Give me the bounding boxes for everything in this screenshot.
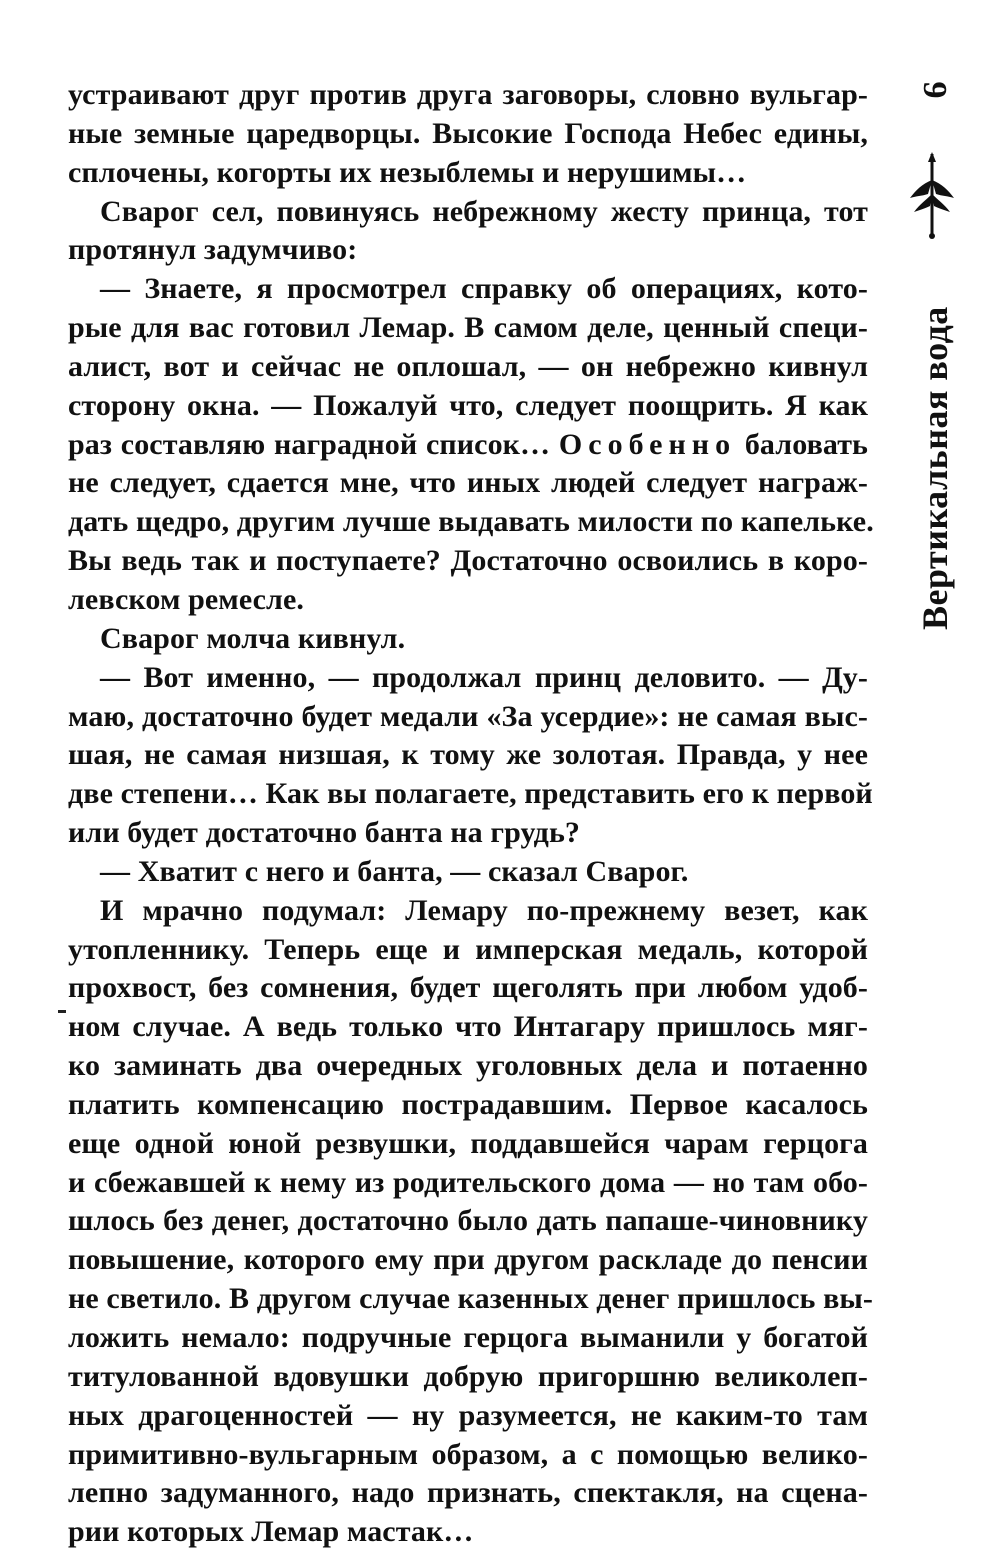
text-line: протянул задумчиво: <box>68 233 358 267</box>
text-line: титулованной вдовушки добрую пригоршню великолеп- <box>68 1359 868 1393</box>
text-line: сплочены, когорты их незыблемы и нерушимы… <box>68 155 747 189</box>
text-line: Сварог сел, повинуясь небрежному жесту принца, тот <box>100 194 868 228</box>
text-line: рые для вас готовил Лемар. В самом деле, ценный специ- <box>68 311 868 345</box>
text-line: ложить немало: подручные герцога выманили у богатой <box>68 1321 868 1354</box>
text-line: алист, вот и сейчас не оплошал, — он небрежно кивнул <box>68 349 868 383</box>
text-segment: раз составляю наградной список… <box>68 427 559 461</box>
text-line <box>68 426 868 465</box>
text-line: сторону окна. — Пожалуй что, следует поощрить. Я как <box>68 388 868 422</box>
text-segment: баловать <box>736 427 868 461</box>
ornament-icon <box>902 150 962 240</box>
text-line: ные земные царедворцы. Высокие Господа Небес едины, <box>68 116 868 150</box>
emphasized-word: Особенно <box>558 427 737 461</box>
text-line: Сварог молча кивнул. <box>100 621 406 655</box>
text-line: ных драгоценностей — ну разумеется, не каким-то там <box>68 1398 868 1432</box>
text-line: не светило. В другом случае казенных денег пришлось вы- <box>68 1282 873 1316</box>
text-line: и сбежавшей к нему из родительского дома — но там обо- <box>68 1165 868 1199</box>
page-number: 9 <box>916 81 953 99</box>
text-line: еще одной юной резвушки, поддавшейся чарам герцога <box>68 1126 868 1160</box>
side-margin <box>870 0 1000 1494</box>
text-line: ном случае. А ведь только что Интагару пришлось мяг- <box>68 1010 868 1044</box>
text-line: утопленнику. Теперь еще и имперская медаль, которой <box>68 932 868 966</box>
text-line: — Хватит с него и банта, — сказал Сварог. <box>100 854 689 888</box>
margin-mark <box>58 1010 66 1013</box>
text-line: шлось без денег, достаточно было дать папаше-чиновнику <box>68 1204 868 1238</box>
text-line: ко заминать два очередных уголовных дела и потаенно <box>68 1049 868 1083</box>
text-line: — Знаете, я просмотрел справку об операциях, кото- <box>100 272 868 306</box>
text-line: две степени… Как вы полагаете, представить его к первой <box>68 777 873 811</box>
text-line: платить компенсацию пострадавшим. Первое касалось <box>68 1087 868 1121</box>
text-line: устраивают друг против друга заговоры, словно вульгар- <box>68 78 868 111</box>
text-line: И мрачно подумал: Лемару по-прежнему везет, как <box>100 893 868 927</box>
text-line: примитивно-вульгарным образом, а с помощью велико- <box>68 1437 868 1471</box>
text-line: дать щедро, другим лучше выдавать милости по капельке. <box>68 505 874 539</box>
text-line: маю, достаточно будет медали «За усердие»: не самая выс- <box>68 699 868 733</box>
text-line: повышение, которого ему при другом раскладе до пенсии <box>68 1243 868 1277</box>
text-line: левском ремесле. <box>68 582 304 616</box>
text-line: рии которых Лемар мастак… <box>68 1515 474 1549</box>
text-line: лепно задуманного, надо признать, спектакля, на сцена- <box>68 1476 868 1510</box>
text-line: прохвост, без сомнения, будет щеголять при любом удоб- <box>68 971 868 1005</box>
text-line: Вы ведь так и поступаете? Достаточно освоились в коро- <box>68 544 868 578</box>
text-line: шая, не самая низшая, к тому же золотая. Правда, у нее <box>68 738 868 772</box>
text-line: — Вот именно, — продолжал принц деловито. — Ду- <box>100 660 868 694</box>
text-line: не следует, сдается мне, что иных людей следует награж- <box>68 466 868 500</box>
running-head-title: Вертикальная вода <box>915 306 955 630</box>
body-text <box>68 76 874 1552</box>
text-line: или будет достаточно банта на грудь? <box>68 816 581 850</box>
